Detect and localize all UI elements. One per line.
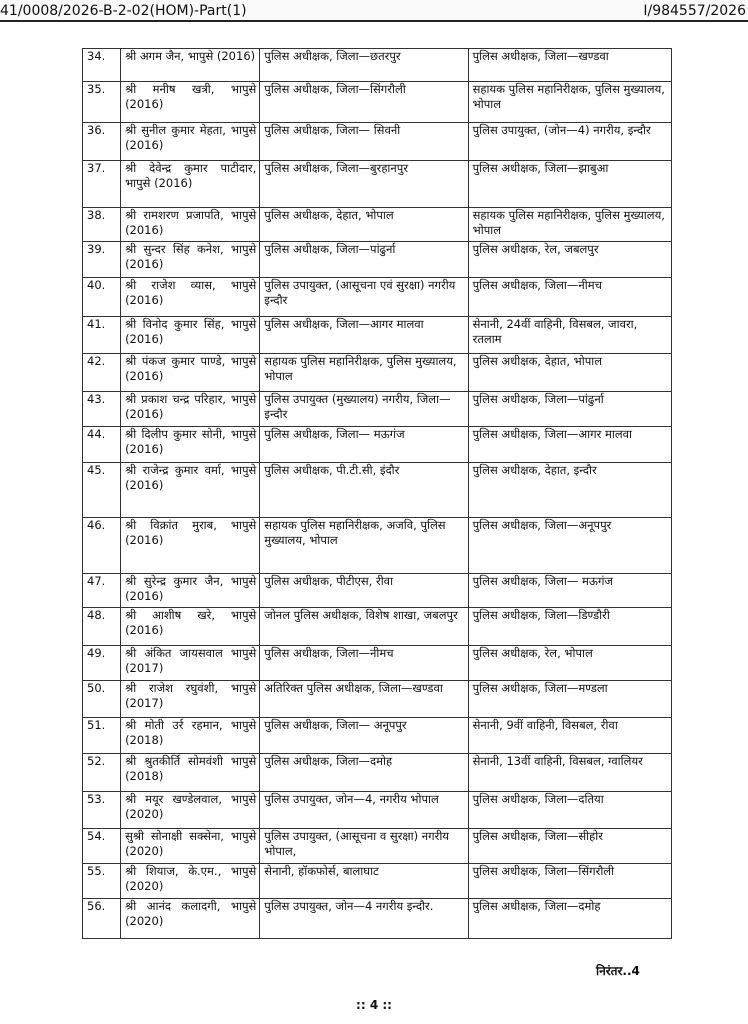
transfer-orders-table (82, 48, 672, 939)
table-row (83, 829, 672, 864)
new-posting-cell: पुलिस अधीक्षक, रेल, भोपाल (468, 646, 671, 681)
officer-name-cell: श्री प्रकाश चन्द्र परिहार, भापुसे (2016) (121, 392, 260, 427)
officer-name-cell: श्री शियाज, के.एम., भापुसे (2020) (121, 864, 260, 899)
serial-number-cell: 55. (83, 864, 121, 899)
header-rule (0, 20, 748, 22)
new-posting-cell: पुलिस अधीक्षक, जिला—पांढुर्ना (468, 392, 671, 427)
serial-number-cell: 53. (83, 792, 121, 829)
table-row (83, 646, 672, 681)
serial-number-cell: 46. (83, 518, 121, 574)
new-posting-cell: पुलिस अधीक्षक, जिला—दमोह (468, 899, 671, 939)
officer-name-cell: श्री श्रुतकीर्ति सोमवंशी भापुसे (2018) (121, 754, 260, 792)
new-posting-cell: पुलिस अधीक्षक, जिला— मऊगंज (468, 574, 671, 608)
table-row (83, 49, 672, 82)
officer-name-cell: श्री राजेन्द्र कुमार वर्मा, भापुसे (2016) (121, 463, 260, 518)
serial-number-cell: 41. (83, 317, 121, 354)
new-posting-cell: सहायक पुलिस महानिरीक्षक, पुलिस मुख्यालय, भोपाल (468, 208, 671, 242)
serial-number-cell: 54. (83, 829, 121, 864)
table-row (83, 899, 672, 939)
serial-number-cell: 35. (83, 82, 121, 123)
new-posting-cell: सेनानी, 9वीं वाहिनी, विसबल, रीवा (468, 718, 671, 754)
table-row (83, 518, 672, 574)
table-row (83, 242, 672, 278)
new-posting-cell: पुलिस अधीक्षक, देहात, इन्दौर (468, 463, 671, 518)
new-posting-cell: पुलिस उपायुक्त, (जोन—4) नगरीय, इन्दौर (468, 123, 671, 161)
table-row (83, 427, 672, 463)
serial-number-cell: 47. (83, 574, 121, 608)
current-posting-cell: पुलिस अधीक्षक, जिला—छतरपुर (260, 49, 468, 82)
serial-number-cell: 37. (83, 161, 121, 208)
serial-number-cell: 39. (83, 242, 121, 278)
serial-number-cell: 44. (83, 427, 121, 463)
new-posting-cell: सहायक पुलिस महानिरीक्षक, पुलिस मुख्यालय, भोपाल (468, 82, 671, 123)
new-posting-cell: सेनानी, 24वीं वाहिनी, विसबल, जावरा, रतलाम (468, 317, 671, 354)
current-posting-cell: सहायक पुलिस महानिरीक्षक, पुलिस मुख्यालय, भोपाल (260, 354, 468, 392)
serial-number-cell: 42. (83, 354, 121, 392)
officer-name-cell: सुश्री सोनाक्षी सक्सेना, भापुसे (2020) (121, 829, 260, 864)
officer-name-cell: श्री सुनील कुमार मेहता, भापुसे (2016) (121, 123, 260, 161)
current-posting-cell: पुलिस उपायुक्त, जोन—4, नगरीय भोपाल (260, 792, 468, 829)
serial-number-cell: 52. (83, 754, 121, 792)
current-posting-cell: पुलिस अधीक्षक, जिला—नीमच (260, 646, 468, 681)
officer-name-cell: श्री आशीष खरे, भापुसे (2016) (121, 608, 260, 646)
serial-number-cell: 36. (83, 123, 121, 161)
current-posting-cell: पुलिस उपायुक्त (मुख्यालय) नगरीय, जिला—इन्दौर (260, 392, 468, 427)
officer-name-cell: श्री देवेन्द्र कुमार पाटीदार, भापुसे (2016) (121, 161, 260, 208)
current-posting-cell: सहायक पुलिस महानिरीक्षक, अजवि, पुलिस मुख्यालय, भोपाल (260, 518, 468, 574)
current-posting-cell: पुलिस अधीक्षक, जिला—पांढुर्ना (260, 242, 468, 278)
new-posting-cell: पुलिस अधीक्षक, जिला—मण्डला (468, 681, 671, 718)
officer-name-cell: श्री मनीष खत्री, भापुसे (2016) (121, 82, 260, 123)
transfer-orders-body (83, 49, 672, 939)
serial-number-cell: 38. (83, 208, 121, 242)
serial-number-cell: 48. (83, 608, 121, 646)
new-posting-cell: पुलिस अधीक्षक, देहात, भोपाल (468, 354, 671, 392)
file-reference: 41/0008/2026-B-2-02(HOM)-Part(1) (0, 3, 247, 19)
table-row (83, 82, 672, 123)
new-posting-cell: पुलिस अधीक्षक, जिला—डिण्डौरी (468, 608, 671, 646)
new-posting-cell: पुलिस अधीक्षक, रेल, जबलपुर (468, 242, 671, 278)
document-reference-bar (0, 0, 748, 20)
new-posting-cell: पुलिस अधीक्षक, जिला—आगर मालवा (468, 427, 671, 463)
current-posting-cell: पुलिस उपायुक्त, (आसूचना एवं सुरक्षा) नगरीय इन्दौर (260, 278, 468, 317)
officer-name-cell: श्री अगम जैन, भापुसे (2016) (121, 49, 260, 82)
current-posting-cell: पुलिस अधीक्षक, जिला—आगर मालवा (260, 317, 468, 354)
table-row (83, 718, 672, 754)
table-row (83, 864, 672, 899)
table-row (83, 354, 672, 392)
officer-name-cell: श्री राजेश रघुवंशी, भापुसे (2017) (121, 681, 260, 718)
table-row (83, 278, 672, 317)
table-row (83, 208, 672, 242)
serial-number-cell: 34. (83, 49, 121, 82)
new-posting-cell: पुलिस अधीक्षक, जिला—सीहोर (468, 829, 671, 864)
continued-label: निरंतर..4 (596, 964, 640, 978)
serial-number-cell: 43. (83, 392, 121, 427)
current-posting-cell: पुलिस अधीक्षक, जिला—सिंगरौली (260, 82, 468, 123)
current-posting-cell: जोनल पुलिस अधीक्षक, विशेष शाखा, जबलपुर (260, 608, 468, 646)
officer-name-cell: श्री मयूर खण्डेलवाल, भापुसे (2020) (121, 792, 260, 829)
current-posting-cell: पुलिस अधीक्षक, जिला— अनूपपुर (260, 718, 468, 754)
serial-number-cell: 56. (83, 899, 121, 939)
officer-name-cell: श्री अंकित जायसवाल भापुसे (2017) (121, 646, 260, 681)
table-row (83, 608, 672, 646)
serial-number-cell: 45. (83, 463, 121, 518)
officer-name-cell: श्री विनोद कुमार सिंह, भापुसे (2016) (121, 317, 260, 354)
current-posting-cell: पुलिस अधीक्षक, पी.टी.सी, इंदौर (260, 463, 468, 518)
current-posting-cell: पुलिस अधीक्षक, जिला— मऊगंज (260, 427, 468, 463)
new-posting-cell: पुलिस अधीक्षक, जिला—नीमच (468, 278, 671, 317)
table-row (83, 161, 672, 208)
current-posting-cell: पुलिस अधीक्षक, जिला— सिवनी (260, 123, 468, 161)
new-posting-cell: पुलिस अधीक्षक, जिला—झाबुआ (468, 161, 671, 208)
officer-name-cell: श्री राजेश व्यास, भापुसे (2016) (121, 278, 260, 317)
officer-name-cell: श्री दिलीप कुमार सोनी, भापुसे (2016) (121, 427, 260, 463)
current-posting-cell: पुलिस अधीक्षक, देहात, भोपाल (260, 208, 468, 242)
serial-number-cell: 40. (83, 278, 121, 317)
table-row (83, 317, 672, 354)
officer-name-cell: श्री आनंद कलादगी, भापुसे (2020) (121, 899, 260, 939)
current-posting-cell: पुलिस अधीक्षक, जिला—बुरहानपुर (260, 161, 468, 208)
table-row (83, 754, 672, 792)
table-row (83, 681, 672, 718)
officer-name-cell: श्री विक्रांत मुराब, भापुसे (2016) (121, 518, 260, 574)
page-number: :: 4 :: (356, 998, 392, 1012)
officer-name-cell: श्री रामशरण प्रजापति, भापुसे (2016) (121, 208, 260, 242)
officer-name-cell: श्री सुरेन्द्र कुमार जैन, भापुसे (2016) (121, 574, 260, 608)
table-row (83, 392, 672, 427)
officer-name-cell: श्री मोती उर्र रहमान, भापुसे (2018) (121, 718, 260, 754)
table-row (83, 574, 672, 608)
new-posting-cell: पुलिस अधीक्षक, जिला—अनूपपुर (468, 518, 671, 574)
new-posting-cell: पुलिस अधीक्षक, जिला—खण्डवा (468, 49, 671, 82)
officer-name-cell: श्री पंकज कुमार पाण्डे, भापुसे (2016) (121, 354, 260, 392)
new-posting-cell: पुलिस अधीक्षक, जिला—दतिया (468, 792, 671, 829)
current-posting-cell: अतिरिक्त पुलिस अधीक्षक, जिला—खण्डवा (260, 681, 468, 718)
receipt-reference: I/984557/2026 (643, 3, 746, 19)
serial-number-cell: 51. (83, 718, 121, 754)
current-posting-cell: पुलिस उपायुक्त, जोन—4 नगरीय इन्दौर. (260, 899, 468, 939)
new-posting-cell: पुलिस अधीक्षक, जिला—सिंगरौली (468, 864, 671, 899)
officer-name-cell: श्री सुन्दर सिंह कनेश, भापुसे (2016) (121, 242, 260, 278)
table-row (83, 792, 672, 829)
new-posting-cell: सेनानी, 13वीं वाहिनी, विसबल, ग्वालियर (468, 754, 671, 792)
serial-number-cell: 49. (83, 646, 121, 681)
table-row (83, 123, 672, 161)
serial-number-cell: 50. (83, 681, 121, 718)
current-posting-cell: पुलिस उपायुक्त, (आसूचना व सुरक्षा) नगरीय भोपाल, (260, 829, 468, 864)
table-row (83, 463, 672, 518)
current-posting-cell: पुलिस अधीक्षक, पीटीएस, रीवा (260, 574, 468, 608)
current-posting-cell: सेनानी, हॉकफोर्स, बालाघाट (260, 864, 468, 899)
current-posting-cell: पुलिस अधीक्षक, जिला—दमोह (260, 754, 468, 792)
